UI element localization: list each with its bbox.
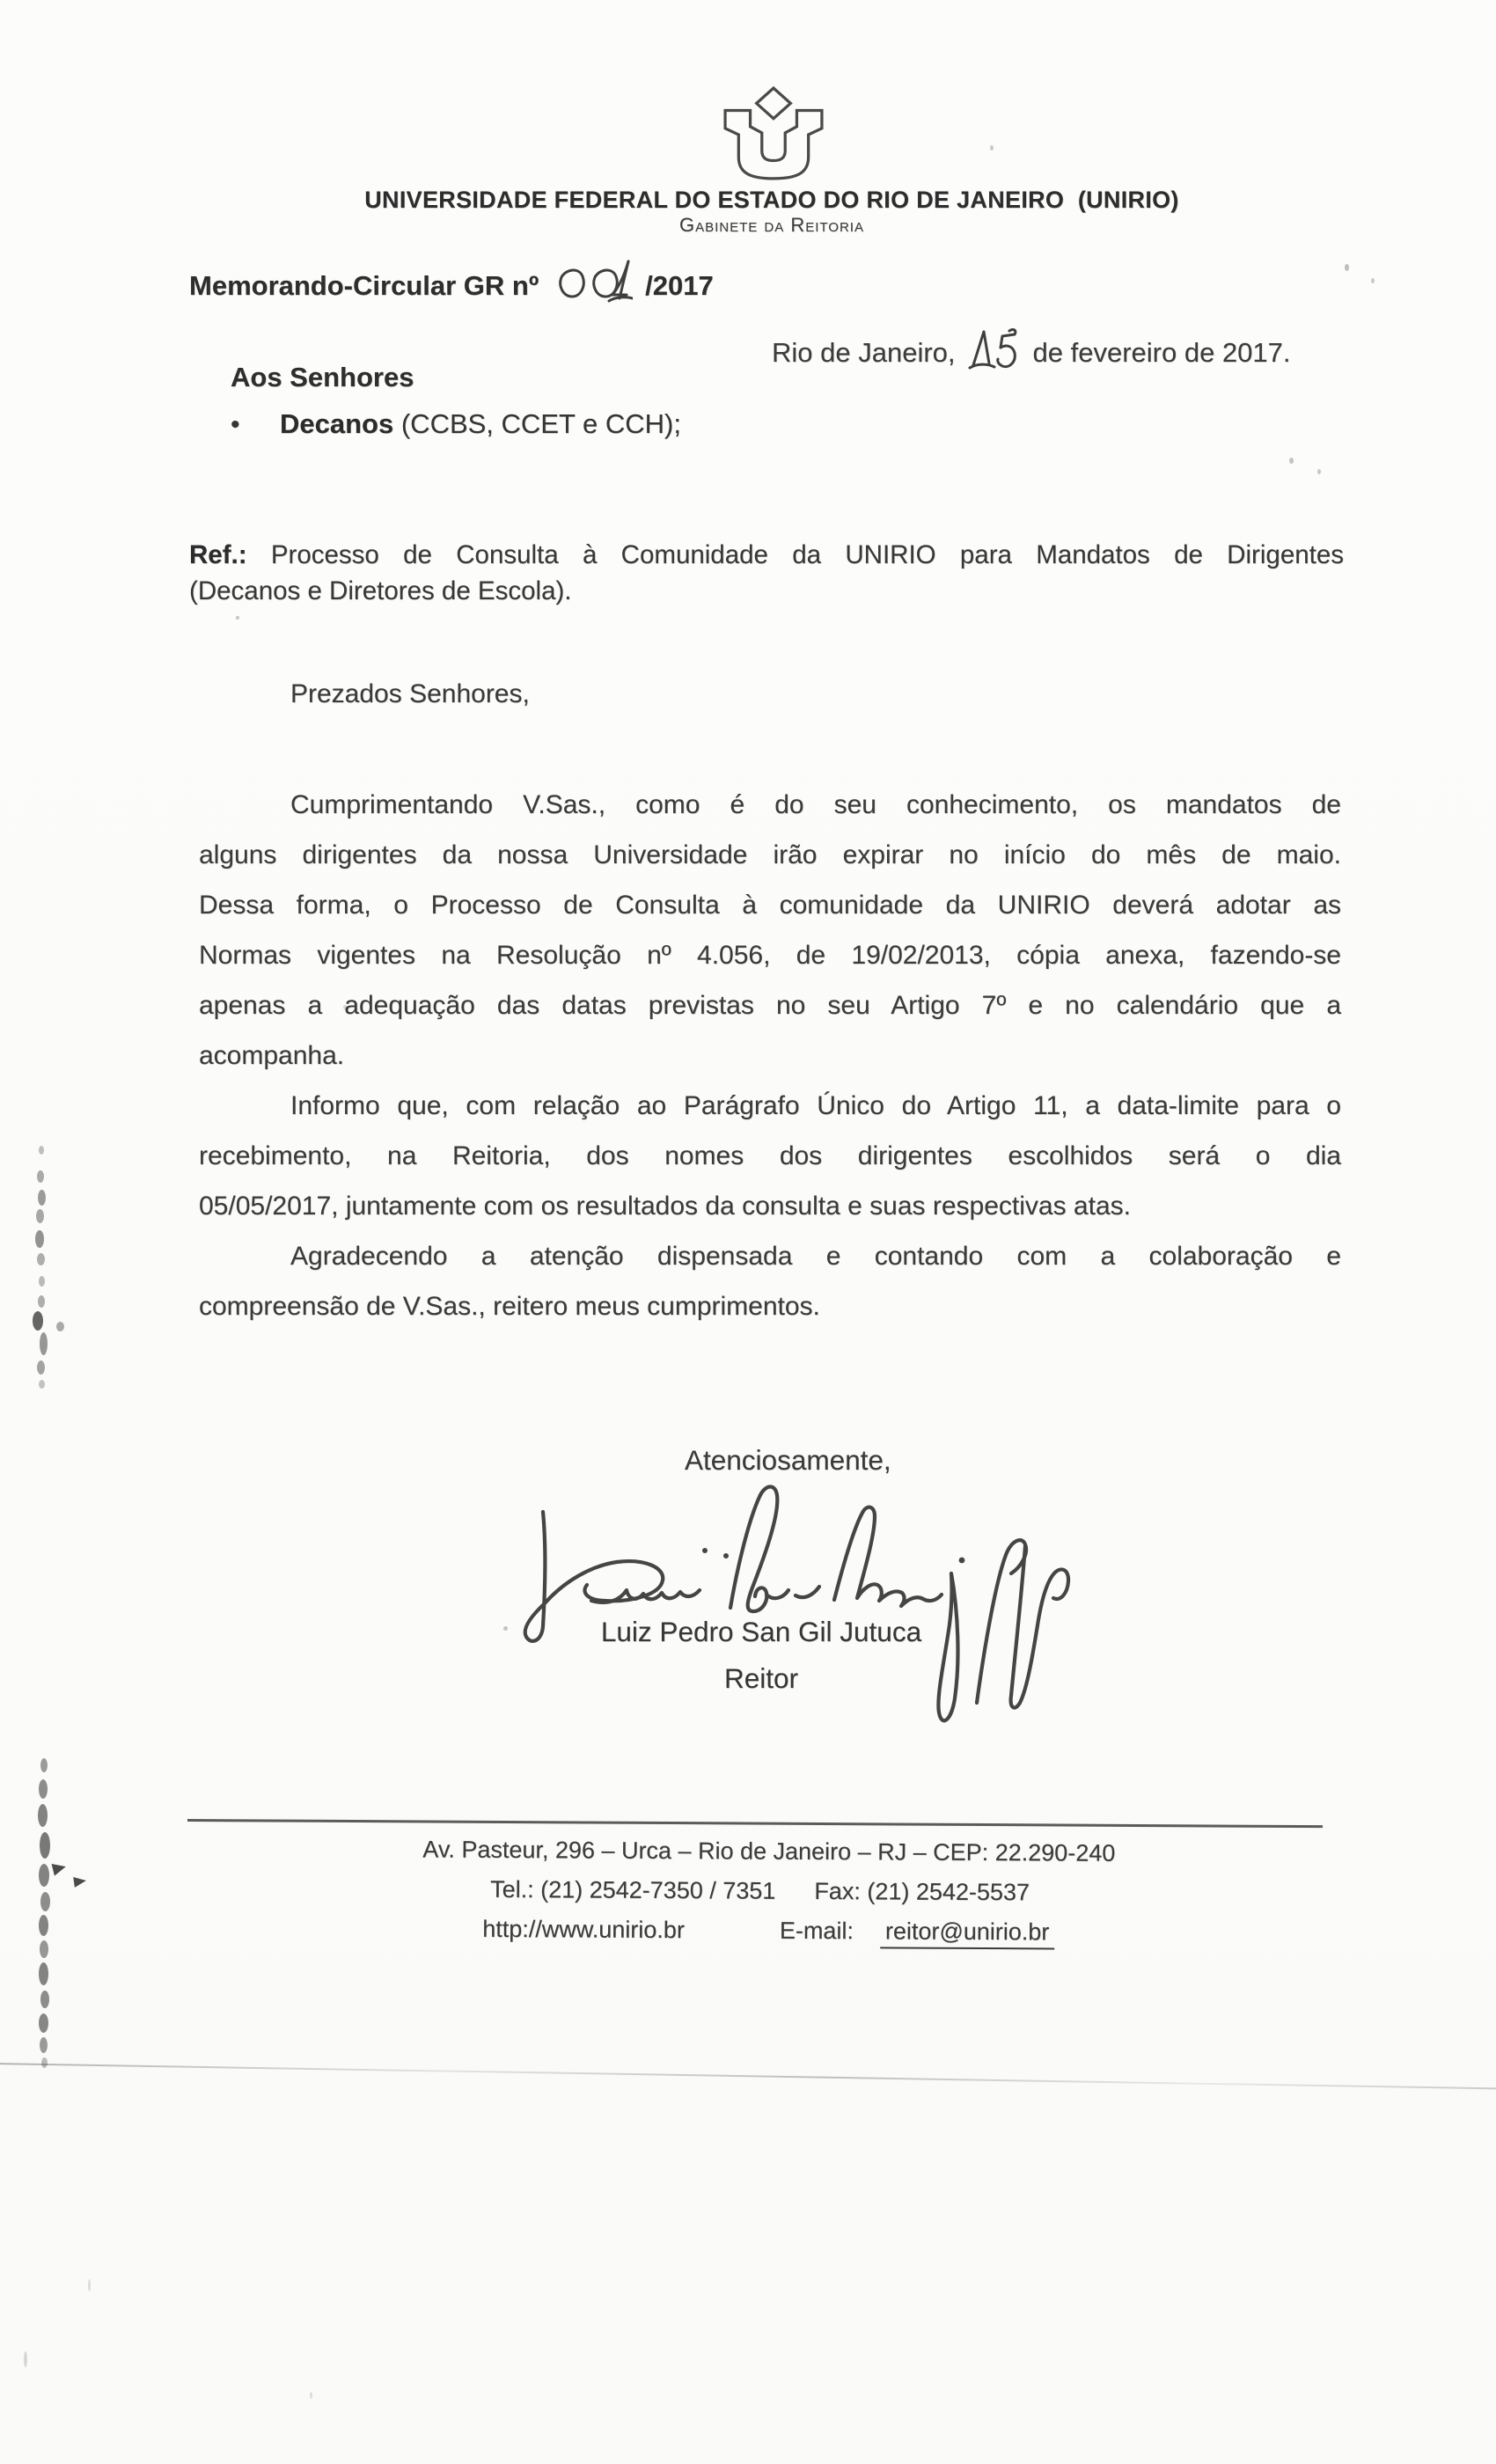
memo-year: /2017 bbox=[645, 270, 714, 301]
body-line: acompanha. bbox=[199, 1041, 345, 1070]
footer-phone: Tel.: (21) 2542-7350 / 7351 bbox=[490, 1875, 776, 1904]
memo-label: Memorando-Circular GR nº bbox=[189, 270, 539, 301]
dateline bbox=[772, 326, 1291, 372]
logo-u-body bbox=[725, 111, 822, 179]
university-name: UNIVERSIDADE FEDERAL DO ESTADO DO RIO DE JANEIRO (UNIRIO) bbox=[364, 187, 1179, 213]
unirio-logo-icon bbox=[722, 85, 825, 182]
recipient-rest: (CCBS, CCET e CCH); bbox=[400, 408, 681, 439]
scan-artifact bbox=[33, 1311, 43, 1331]
scan-artifact bbox=[40, 1940, 48, 1958]
footer-email: reitor@unirio.br bbox=[880, 1918, 1055, 1949]
body-line: recebimento, na Reitoria, dos nomes dos dirigentes escolhidos será o dia bbox=[199, 1141, 1341, 1170]
body-line: apenas a adequação das datas previstas no seu Artigo 7º e no calendário que a bbox=[199, 991, 1341, 1020]
scan-artifact bbox=[39, 1779, 48, 1799]
scan-artifact bbox=[38, 1804, 48, 1827]
dateline-city: Rio de Janeiro, bbox=[772, 337, 956, 368]
valediction: Atenciosamente, bbox=[685, 1444, 891, 1476]
scan-speck bbox=[1345, 264, 1349, 271]
reference-label: Ref.: bbox=[189, 540, 247, 569]
scan-speck bbox=[88, 2279, 91, 2292]
scan-speck bbox=[1371, 278, 1375, 283]
body-line: Informo que, com relação ao Parágrafo Único do Artigo 11, a data-limite para o bbox=[290, 1091, 1341, 1120]
handwritten-001-icon bbox=[549, 254, 633, 309]
handwritten-15-icon bbox=[966, 326, 1021, 372]
scan-speck bbox=[343, 1005, 347, 1009]
reference-line1 bbox=[189, 537, 1344, 573]
signer-name: Luiz Pedro San Gil Jutuca bbox=[600, 1616, 922, 1647]
scan-artifact bbox=[37, 1360, 45, 1375]
memo-number-line bbox=[189, 254, 714, 309]
body-line: Normas vigentes na Resolução nº 4.056, de 19/02/2013, cópia anexa, fazendo-se bbox=[199, 941, 1341, 970]
reference-line2: (Decanos e Diretores de Escola). bbox=[189, 576, 572, 605]
scan-speck bbox=[310, 2392, 312, 2399]
scan-artifact bbox=[40, 1892, 50, 1911]
scan-artifact bbox=[35, 1230, 44, 1248]
dateline-rest: de fevereiro de 2017. bbox=[1032, 337, 1291, 368]
footer-address: Av. Pasteur, 296 – Urca – Rio de Janeiro – RJ – CEP: 22.290-240 bbox=[422, 1836, 1116, 1866]
body-line: compreensão de V.Sas., reitero meus cumprimentos. bbox=[199, 1292, 820, 1321]
scan-artifact bbox=[39, 1276, 45, 1287]
scan-speck bbox=[1289, 458, 1294, 464]
letter-body bbox=[199, 780, 1341, 1331]
paragraph-3 bbox=[199, 1231, 1341, 1331]
recipient-item bbox=[231, 408, 681, 440]
salutation: Prezados Senhores, bbox=[290, 679, 530, 708]
body-line: 05/05/2017, juntamente com os resultados da consulta e suas respectivas atas. bbox=[199, 1192, 1131, 1221]
scan-speck bbox=[1038, 204, 1043, 209]
scan-artifact bbox=[40, 1991, 49, 2008]
scan-arrow-mark bbox=[52, 1860, 68, 1875]
body-line: alguns dirigentes da nossa Universidade irão expirar no início do mês de maio. bbox=[199, 840, 1341, 869]
scan-artifact bbox=[40, 2037, 48, 2053]
scan-artifact bbox=[39, 2013, 48, 2033]
body-line: Cumprimentando V.Sas., como é do seu conhecimento, os mandatos de bbox=[290, 790, 1341, 819]
footer-email-label: E-mail: bbox=[779, 1917, 854, 1945]
scan-arrow-mark bbox=[73, 1875, 87, 1888]
scan-artifact bbox=[38, 1295, 45, 1308]
scan-artifact bbox=[39, 1146, 44, 1155]
logo-diamond bbox=[757, 88, 791, 119]
scan-speck bbox=[24, 2351, 27, 2367]
scan-artifact bbox=[38, 1190, 46, 1206]
scan-artifact bbox=[41, 2057, 48, 2068]
scan-page-edge bbox=[0, 2063, 1496, 2089]
reference-line1-rest: Processo de Consulta à Comunidade da UNIRIO para Mandatos de Dirigentes bbox=[246, 540, 1344, 569]
footer-fax: Fax: (21) 2542-5537 bbox=[814, 1877, 1030, 1906]
footer-rule bbox=[187, 1819, 1323, 1828]
scan-artifact bbox=[40, 1332, 48, 1355]
signer-title: Reitor bbox=[723, 1662, 799, 1694]
paragraph-1 bbox=[199, 780, 1341, 1081]
scan-artifact bbox=[56, 1322, 64, 1331]
scan-speck bbox=[503, 1626, 508, 1631]
scan-artifact bbox=[39, 1864, 49, 1887]
recipient-bold: Decanos bbox=[280, 408, 394, 439]
footer-website: http://www.unirio.br bbox=[482, 1915, 685, 1944]
scan-artifact bbox=[39, 1915, 48, 1936]
bullet-icon: • bbox=[231, 410, 240, 439]
scan-artifact bbox=[40, 1758, 48, 1772]
scan-artifact bbox=[37, 1253, 45, 1265]
footer-phone-fax bbox=[180, 1874, 1339, 1908]
office-name: Gabinete da Reitoria bbox=[679, 214, 864, 236]
scan-speck bbox=[1317, 469, 1321, 474]
scan-artifact bbox=[39, 1380, 45, 1389]
body-line: Agradecendo a atenção dispensada e contando com a colaboração e bbox=[290, 1242, 1341, 1271]
reference-block bbox=[189, 537, 1344, 609]
scan-artifact bbox=[36, 1209, 44, 1223]
scan-speck bbox=[236, 616, 239, 620]
body-line: Dessa forma, o Processo de Consulta à comunidade da UNIRIO deverá adotar as bbox=[199, 891, 1341, 920]
scan-speck bbox=[990, 145, 994, 150]
footer-web-email bbox=[188, 1914, 1348, 1947]
scan-artifact bbox=[39, 1962, 48, 1985]
scan-artifact bbox=[40, 1832, 50, 1859]
recipients-heading: Aos Senhores bbox=[231, 362, 414, 392]
scan-artifact bbox=[37, 1170, 44, 1183]
paragraph-2 bbox=[199, 1081, 1341, 1231]
